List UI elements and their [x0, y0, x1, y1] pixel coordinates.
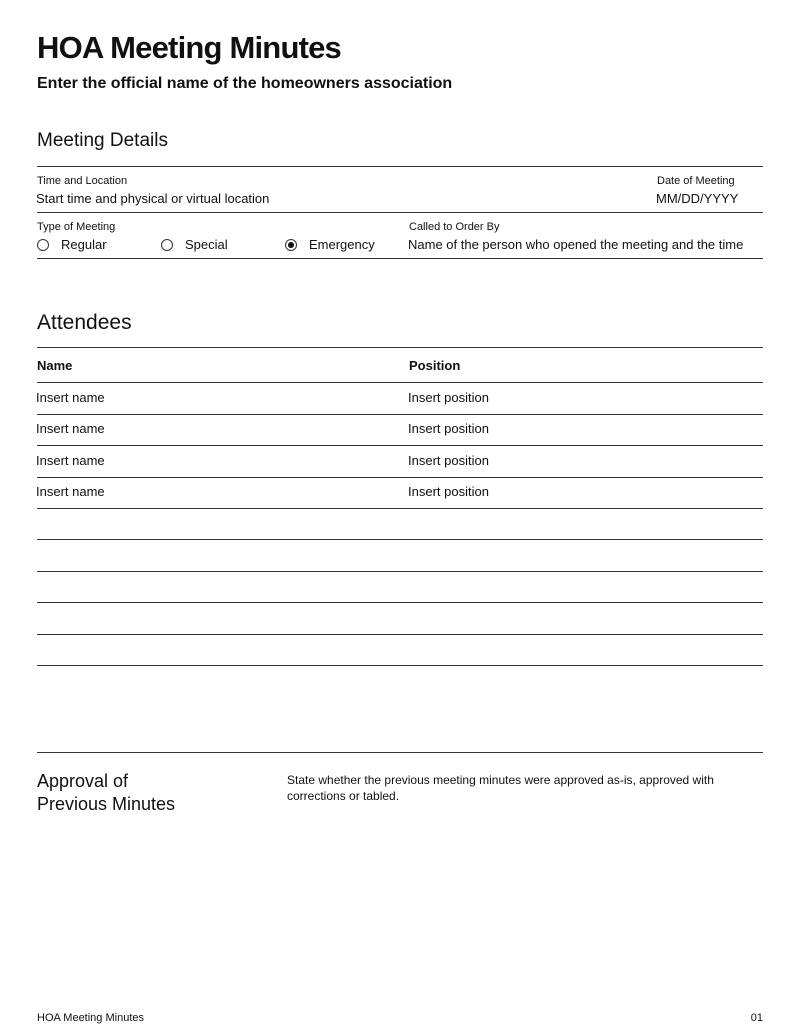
radio-regular-circle-icon[interactable] [37, 239, 49, 251]
radio-special-circle-icon[interactable] [161, 239, 173, 251]
table-row-divider [37, 571, 763, 572]
column-header-position: Position [409, 358, 461, 373]
table-top-border [37, 347, 763, 348]
date-label: Date of Meeting [657, 175, 735, 187]
meeting-type-label: Type of Meeting [37, 221, 116, 233]
attendee-position-cell[interactable]: Insert position [408, 421, 489, 436]
page-number: 01 [750, 1012, 763, 1024]
header-divider [37, 382, 763, 383]
called-to-order-label: Called to Order By [409, 221, 500, 233]
divider [37, 212, 763, 213]
date-field[interactable]: MM/DD/YYYY [656, 191, 739, 206]
meeting-details-heading: Meeting Details [37, 130, 168, 151]
time-location-label: Time and Location [37, 175, 128, 187]
attendee-name-cell[interactable]: Insert name [36, 421, 105, 436]
radio-emergency[interactable] [285, 236, 375, 254]
page-title: HOA Meeting Minutes [37, 30, 341, 65]
called-to-order-field[interactable]: Name of the person who opened the meeting and the time [408, 237, 744, 252]
radio-regular-label: Regular [61, 237, 107, 252]
attendees-heading: Attendees [37, 311, 132, 334]
radio-regular[interactable] [37, 236, 107, 254]
attendee-name-cell[interactable]: Insert name [36, 453, 105, 468]
footer-title: HOA Meeting Minutes [37, 1012, 144, 1024]
attendee-position-cell[interactable]: Insert position [408, 453, 489, 468]
hoa-name-field[interactable]: Enter the official name of the homeowners association [37, 75, 453, 92]
table-row-divider [37, 477, 763, 478]
divider [37, 166, 763, 167]
approval-heading-line-2: Previous Minutes [37, 794, 176, 814]
approval-heading [37, 770, 257, 816]
table-row-divider [37, 445, 763, 446]
radio-emergency-label: Emergency [309, 237, 375, 252]
approval-heading-line-1: Approval of [37, 771, 129, 791]
table-row-divider [37, 602, 763, 603]
table-row-divider [37, 539, 763, 540]
section-divider [37, 752, 763, 753]
attendee-position-cell[interactable]: Insert position [408, 484, 489, 499]
time-location-field[interactable]: Start time and physical or virtual location [36, 191, 270, 206]
divider [37, 258, 763, 259]
radio-special-label: Special [185, 237, 228, 252]
radio-special[interactable] [161, 236, 228, 254]
table-row-divider [37, 665, 763, 666]
radio-emergency-selected-icon[interactable] [285, 239, 297, 251]
column-header-name: Name [37, 358, 73, 373]
attendee-name-cell[interactable]: Insert name [36, 390, 105, 405]
approval-text-field[interactable]: State whether the previous meeting minutes were approved as-is, approved with corrections or tabled. [287, 773, 714, 803]
attendee-position-cell[interactable]: Insert position [408, 390, 489, 405]
table-row-divider [37, 508, 763, 509]
table-row-divider [37, 414, 763, 415]
table-row-divider [37, 634, 763, 635]
attendee-name-cell[interactable]: Insert name [36, 484, 105, 499]
